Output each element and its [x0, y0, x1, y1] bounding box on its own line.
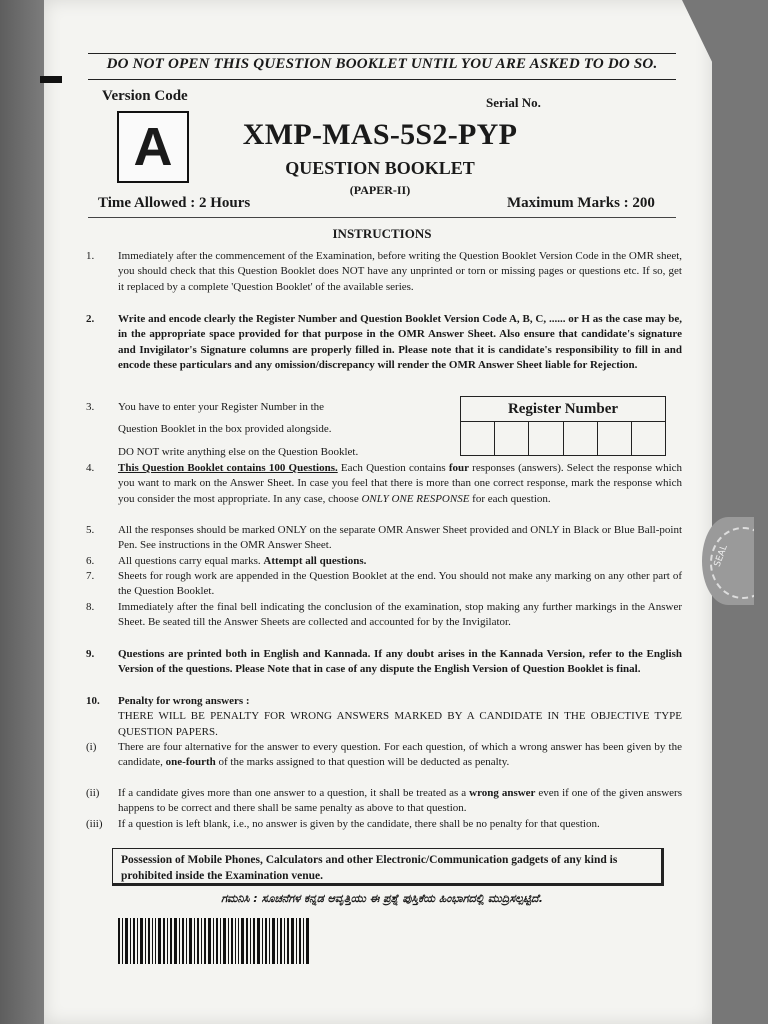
instructions-heading: INSTRUCTIONS [332, 226, 432, 241]
prohibited-items-notice: Possession of Mobile Phones, Calculators and other Electronic/Communication gadgets of any kind is prohibited inside the Examination venue. [112, 848, 664, 886]
booklet-title: QUESTION BOOKLET [285, 158, 475, 178]
register-number-label: Register Number [461, 397, 665, 422]
seal-label: SEAL [712, 543, 730, 569]
booklet-code-title: XMP-MAS-5S2-PYP [242, 118, 518, 151]
maximum-marks: Maximum Marks : 200 [507, 195, 655, 211]
top-rule [88, 53, 676, 54]
warning-rule [88, 79, 676, 80]
page-corner-fold [682, 0, 716, 70]
register-digit-cell[interactable] [598, 422, 632, 455]
instruction-10: 10. Penalty for wrong answers : THERE WILL BE PENALTY FOR WRONG ANSWERS MARKED BY A CANDIDATE IN THE OBJECTIVE TYPE QUESTION PAPERS. [86, 695, 682, 738]
register-digit-cell[interactable] [461, 422, 495, 455]
margin-mark [40, 76, 62, 83]
instruction-2: 2. Write and encode clearly the Register Number and Question Booklet Version Code A, B, C, ...... or H as the case may be, in the appropriate space provided for that purpose in the OMR Answer Sheet. Also ensure that candidate's signature and Invigilator's Signature columns are properly filled in. Please note that it is candidate's responsibility to fill in and encode these particulars and any omission/discrepancy will render the OMR Answer Sheet liable for Rejection. [86, 313, 682, 372]
barcode [118, 918, 310, 964]
register-digit-cell[interactable] [564, 422, 598, 455]
header-rule [88, 217, 676, 218]
instruction-1: 1. Immediately after the commencement of the Examination, before writing the Question Booklet Version Code in the OMR sheet, you should check that this Question Booklet does NOT have any unprinted or torn or missing pages or questions etc. If so, get it replaced by a complete 'Question Booklet' of the available series. [86, 250, 683, 293]
paper-label: (PAPER-II) [349, 183, 411, 197]
penalty-rule-2: (ii) If a candidate gives more than one answer to a question, it shall be treated as a wrong answer even if one of the given answers happens to be correct and there shall be same penalty as above to that question. [86, 787, 682, 815]
instruction-9: 9. Questions are printed both in English and Kannada. If any doubt arises in the Kannada Version, refer to the English Version of the questions. Please Note that in case of any dispute the English Version of Question Booklet is final. [86, 648, 682, 676]
scan-background-right [708, 0, 768, 1024]
time-allowed: Time Allowed : 2 Hours [98, 195, 251, 211]
register-number-grid[interactable] [461, 422, 665, 455]
kannada-note: ಗಮನಿಸಿ : ಸೂಚನೆಗಳ ಕನ್ನಡ ಆವೃತ್ತಿಯು ಈ ಪ್ರಶ್ನೆ ಪುಸ್ತಿಕೆಯ ಹಿಂಭಾಗದಲ್ಲಿ ಮುದ್ರಿಸಲ್ಪಟ್ಟಿದೆ. [221, 892, 543, 905]
seal-sticker [702, 517, 754, 605]
register-digit-cell[interactable] [529, 422, 563, 455]
instruction-8: 8. Immediately after the final bell indicating the conclusion of the examination, stop making any further markings in the Answer Sheet. Be seated till the Answer Sheets are collected and accounted for by the Invigilator. [86, 601, 682, 629]
register-number-box [460, 396, 666, 456]
version-code-box [117, 111, 189, 183]
register-digit-cell[interactable] [632, 422, 665, 455]
serial-number-label: Serial No. [486, 95, 541, 110]
instruction-3: 3. You have to enter your Register Number in the Question Booklet in the box provided alongside. DO NOT write anything else on the Question Booklet. [86, 401, 359, 458]
instruction-6: 6. All questions carry equal marks. Attempt all questions. [86, 555, 367, 567]
version-code-value: A [133, 117, 173, 177]
instruction-4: 4. This Question Booklet contains 100 Questions. Each Question contains four responses (answers). Select the response which you want to mark on the Answer Sheet. In case you feel that there is more than one correct response, mark the response which you consider the most appropriate. In any case, choose ONLY ONE RESPONSE for each question. [86, 462, 683, 505]
version-code-label: Version Code [102, 88, 188, 104]
scan-background-left [0, 0, 44, 1024]
penalty-rule-3: (iii) If a question is left blank, i.e., no answer is given by the candidate, there shall be no penalty for that question. [86, 818, 600, 830]
penalty-rule-1: (i) There are four alternative for the answer to every question. For each question, of which a wrong answer has been given by the candidate, one-fourth of the marks assigned to that question will be deducted as penalty. [86, 741, 682, 769]
do-not-open-warning: DO NOT OPEN THIS QUESTION BOOKLET UNTIL YOU ARE ASKED TO DO SO. [106, 56, 658, 72]
instruction-7: 7. Sheets for rough work are appended in the Question Booklet at the end. You should not make any marking on any other part of the Question Booklet. [86, 570, 682, 598]
instruction-5: 5. All the responses should be marked ONLY on the separate OMR Answer Sheet provided and ONLY in Black or Blue Ball-point Pen. See instructions in the OMR Answer Sheet. [86, 524, 682, 552]
register-digit-cell[interactable] [495, 422, 529, 455]
